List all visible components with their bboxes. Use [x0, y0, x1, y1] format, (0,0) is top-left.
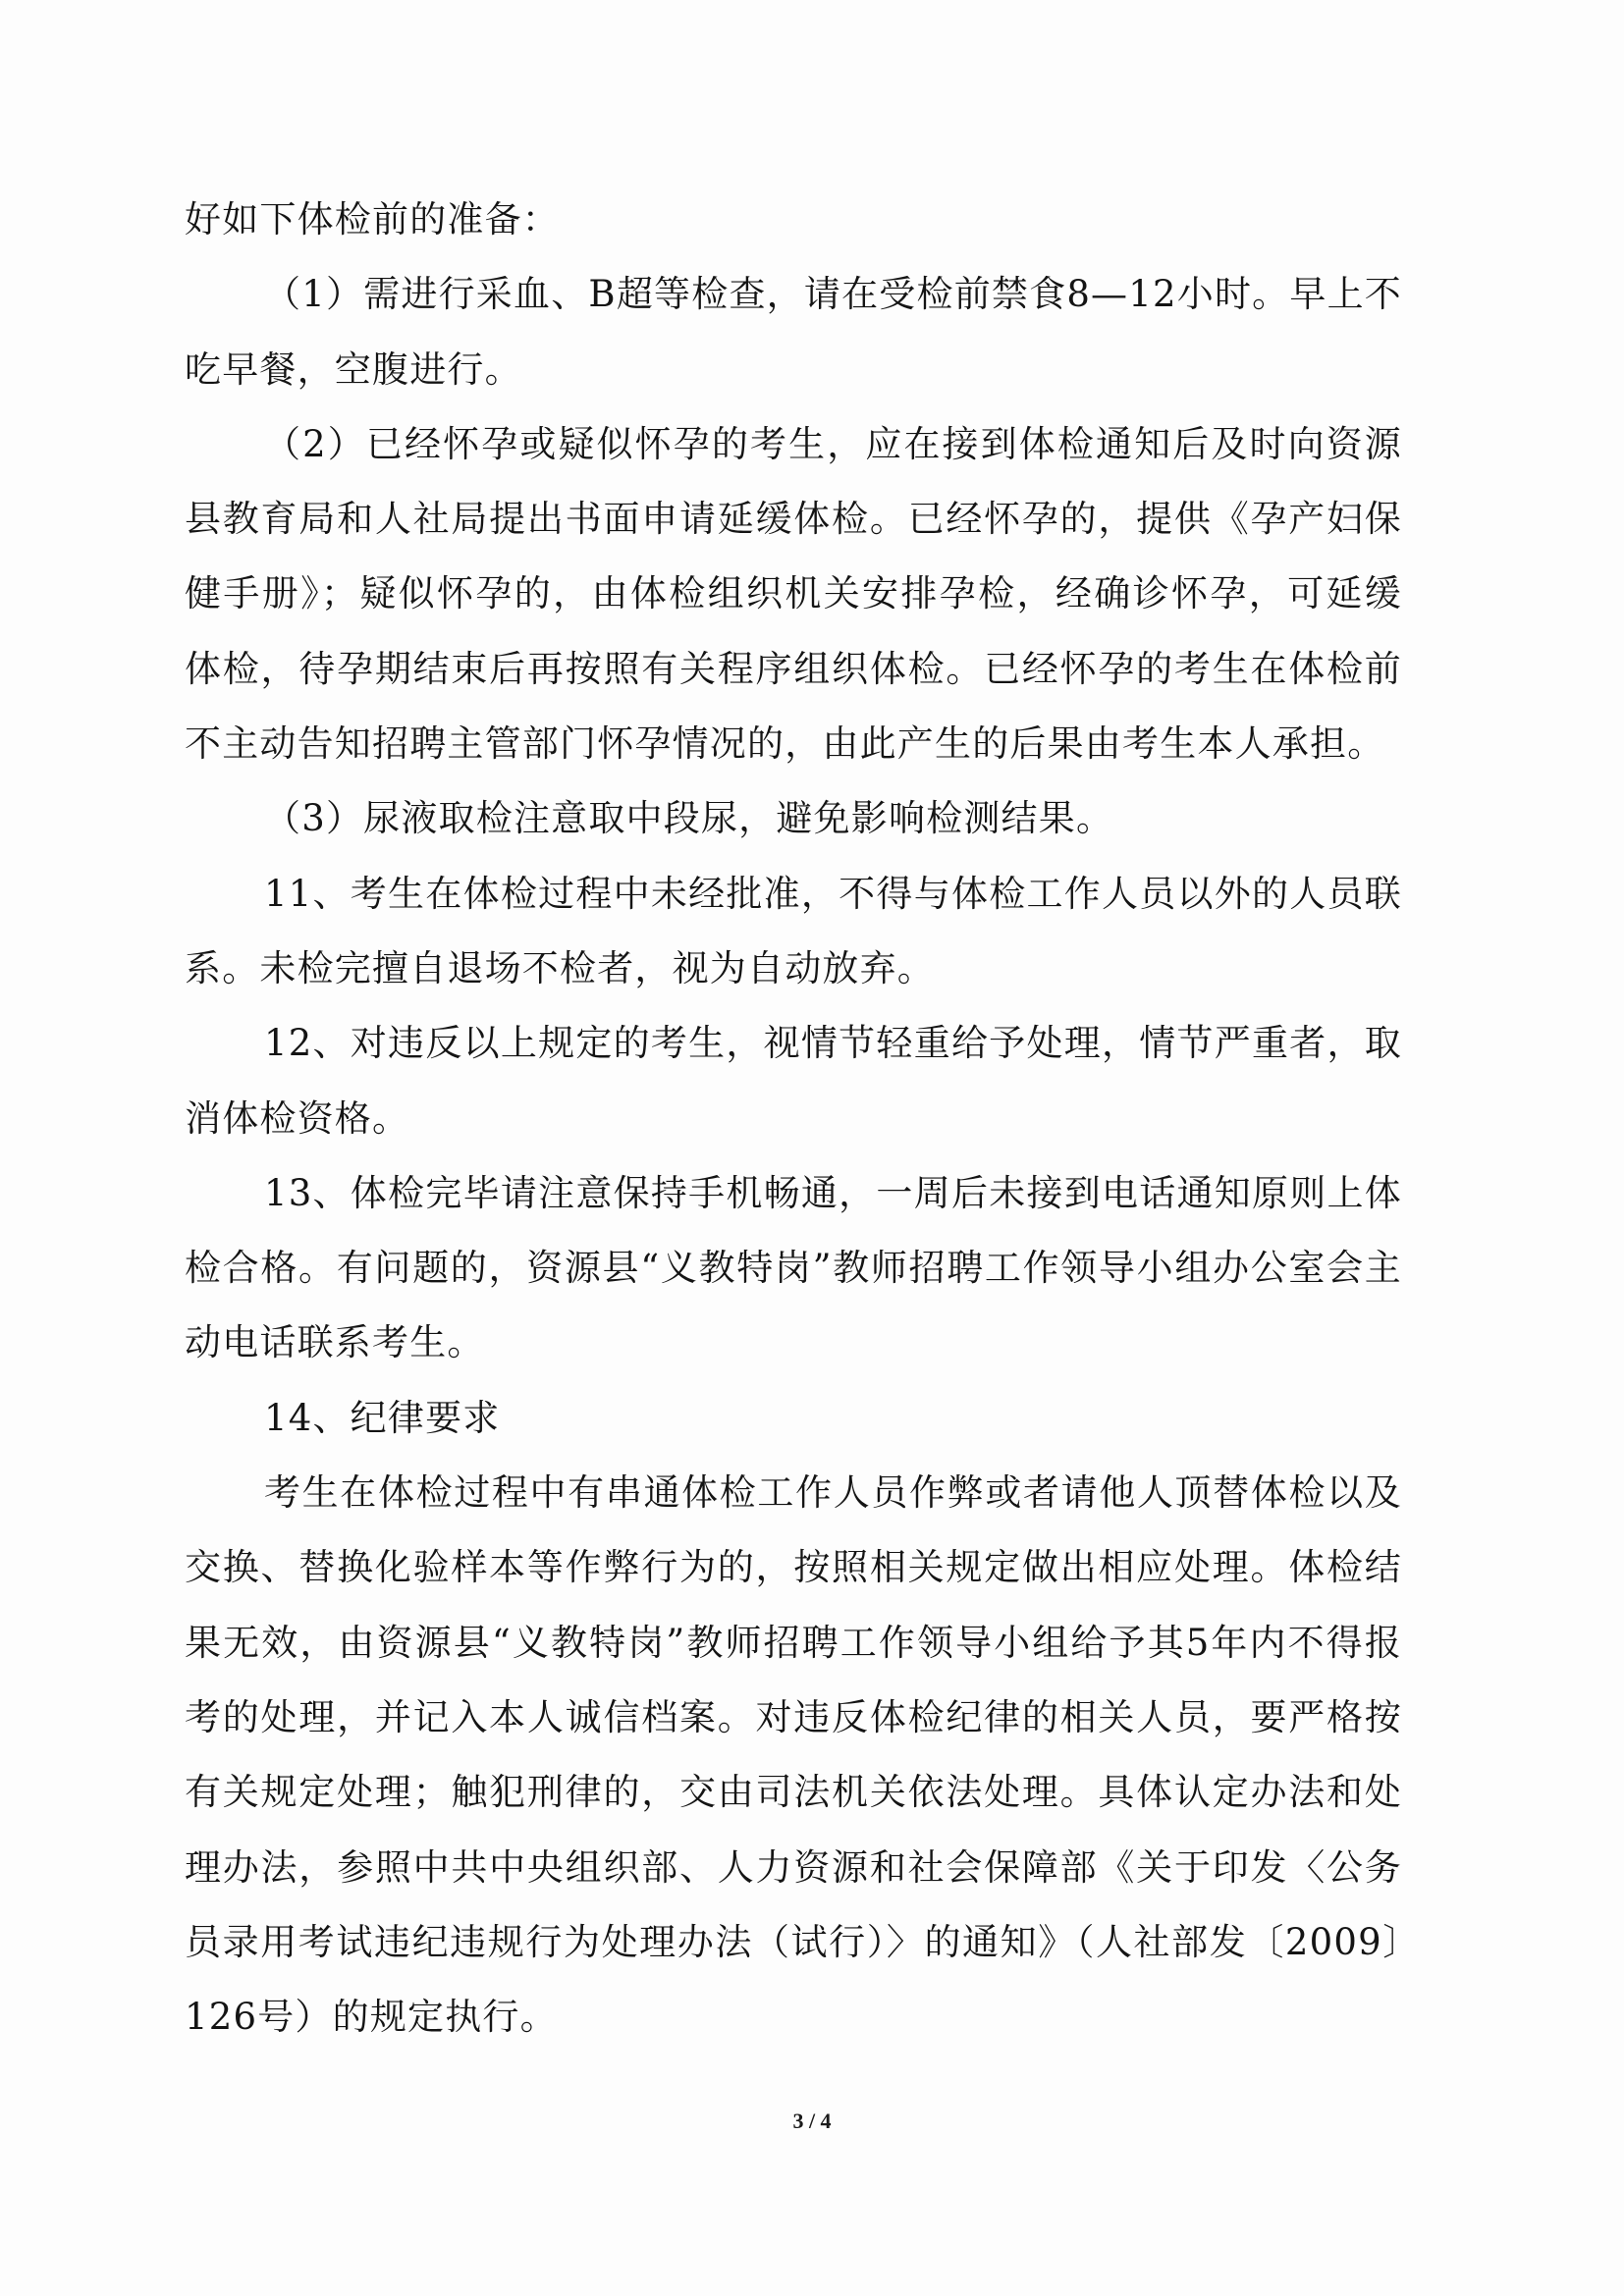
page-number: 3 / 4: [792, 2109, 832, 2133]
paragraph-item-1: （1）需进行采血、B超等检查，请在受检前禁食8—12小时。早上不吃早餐，空腹进行。: [185, 273, 1402, 391]
paragraph-rule-13: 13、体检完毕请注意保持手机畅通，一周后未接到电话通知原则上体检合格。有问题的，资源县“义教特岗”教师招聘工作领导小组办公室会主动电话联系考生。: [185, 1171, 1402, 1364]
paragraph-discipline-requirements: 考生在体检过程中有串通体检工作人员作弊或者请他人顶替体检以及交换、替换化验样本等作弊行为的，按照相关规定做出相应处理。体检结果无效，由资源县“义教特岗”教师招聘工作领导小组给予其5年内不得报考的处理，并记入本人诚信档案。对违反体检纪律的相关人员，要严格按有关规定处理；触犯刑律的，交由司法机关依法处理。具体认定办法和处理办法，参照中共中央组织部、人力资源和社会保障部《关于印发〈公务员录用考试违纪违规行为处理办法（试行）〉的通知》（人社部发〔2009〕126号）的规定执行。: [185, 1471, 1402, 2039]
paragraph-continuation: 好如下体检前的准备：: [185, 198, 560, 240]
paragraph-item-3: （3）尿液取检注意取中段尿，避免影响检测结果。: [264, 797, 1114, 840]
paragraph-rule-12: 12、对违反以上规定的考生，视情节轻重给予处理，情节严重者，取消体检资格。: [185, 1022, 1402, 1140]
paragraph-rule-14-heading: 14、纪律要求: [264, 1396, 501, 1439]
paragraph-rule-11: 11、考生在体检过程中未经批准，不得与体检工作人员以外的人员联系。未检完擅自退场不检者，视为自动放弃。: [185, 872, 1402, 989]
document-body: [185, 183, 1402, 2055]
paragraph-item-2: （2）已经怀孕或疑似怀孕的考生，应在接到体检通知后及时向资源县教育局和人社局提出书面申请延缓体检。已经怀孕的，提供《孕产妇保健手册》；疑似怀孕的，由体检组织机关安排孕检，经确诊怀孕，可延缓体检，待孕期结束后再按照有关程序组织体检。已经怀孕的考生在体检前不主动告知招聘主管部门怀孕情况的，由此产生的后果由考生本人承担。: [185, 422, 1402, 766]
